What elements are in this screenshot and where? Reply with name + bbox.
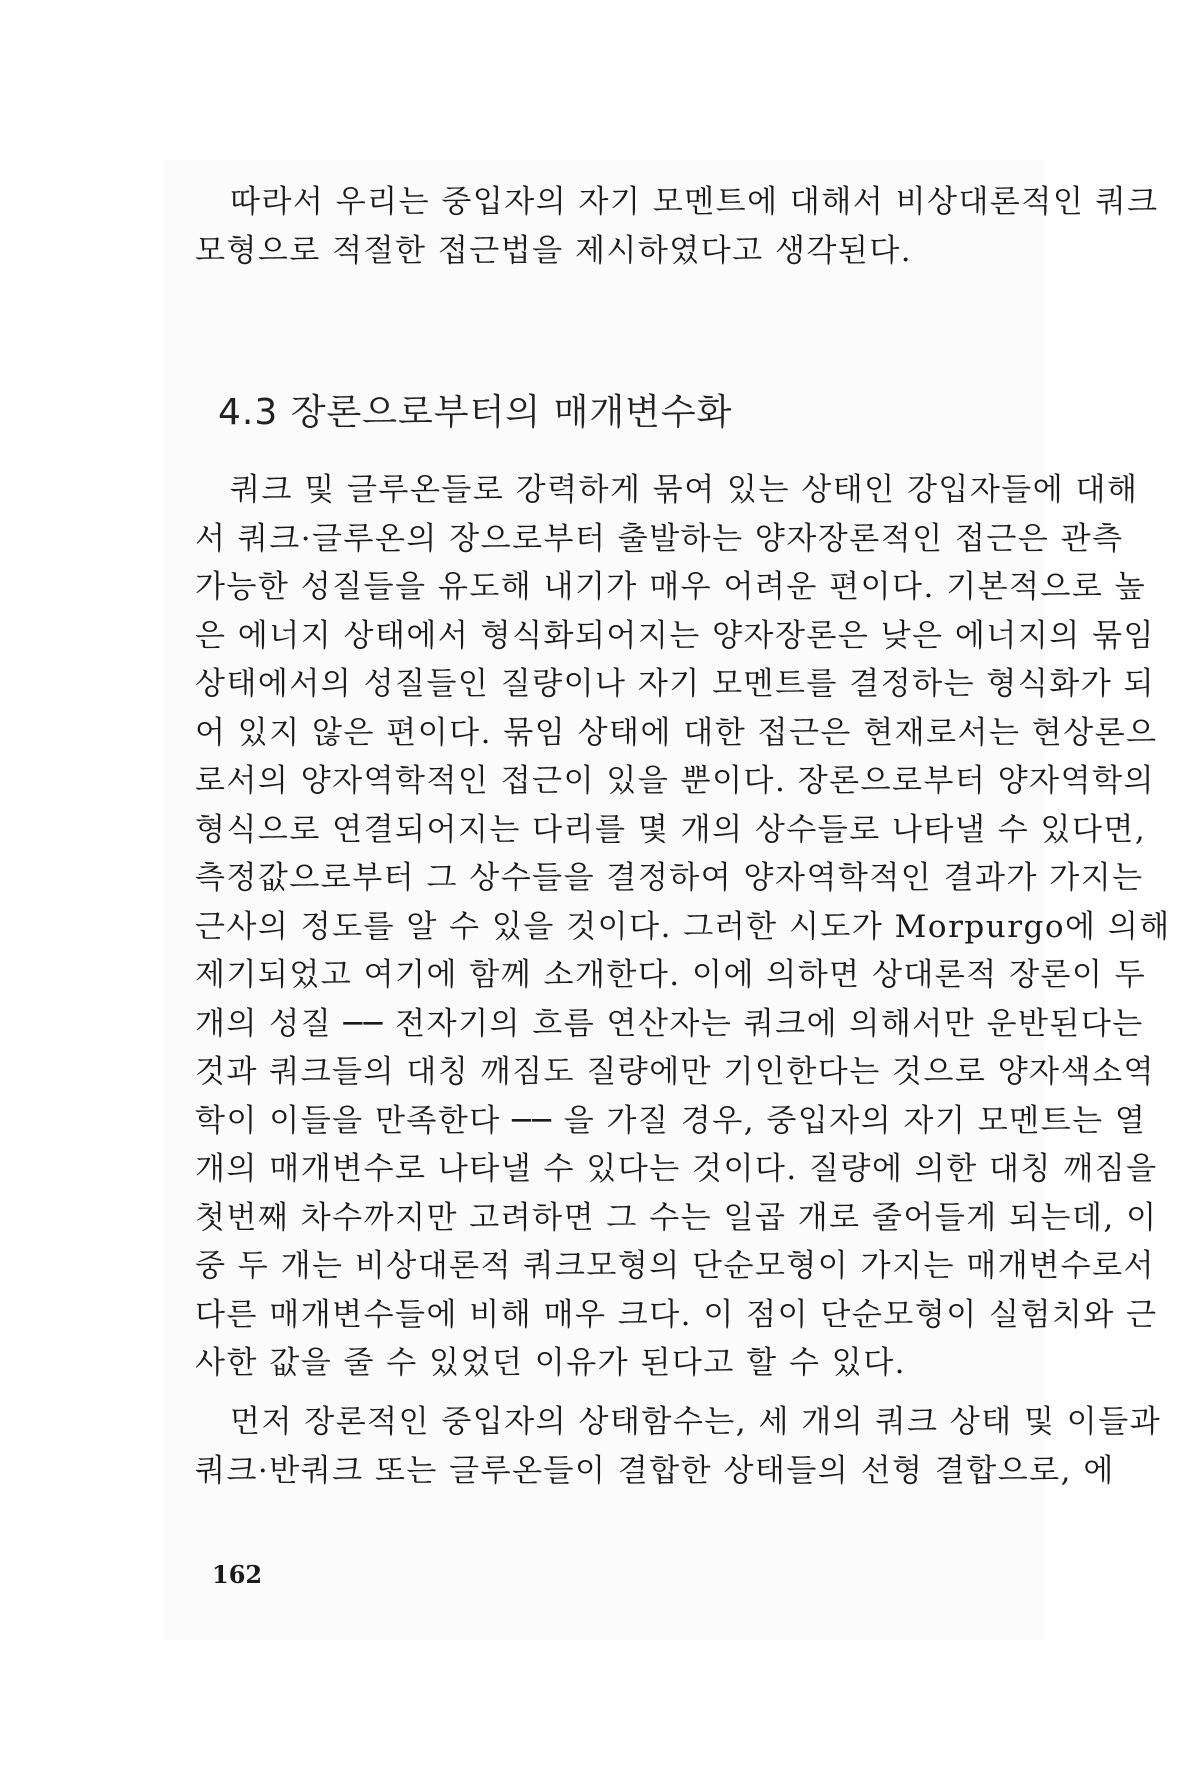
- text-line: 먼저 장론적인 중입자의 상태함수는, 세 개의 쿼크 상태 및 이들과: [230, 1404, 1162, 1440]
- text-line: 쿼크·반쿼크 또는 글루온들이 결합한 상태들의 선형 결합으로, 에: [195, 1452, 1115, 1489]
- intro-paragraph: [195, 178, 1159, 275]
- text-line: 중 두 개는 비상대론적 쿼크모형의 단순모형이 가지는 매개변수로서: [195, 1248, 1155, 1284]
- text-line: 모형으로 적절한 접근법을 제시하였다고 생각된다.: [195, 232, 913, 269]
- text-line: 첫번째 차수까지만 고려하면 그 수는 일곱 개로 줄어들게 되는데, 이: [195, 1199, 1158, 1236]
- text-line: 쿼크 및 글루온들로 강력하게 묶여 있는 상태인 강입자들에 대해: [230, 472, 1139, 508]
- page-number: 162: [212, 1560, 263, 1589]
- text-line: 제기되었고 여기에 함께 소개한다. 이에 의하면 상대론적 장론이 두: [195, 957, 1147, 993]
- text-line: 다른 매개변수들에 비해 매우 크다. 이 점이 단순모형이 실험치와 근: [195, 1296, 1158, 1333]
- text-line: 어 있지 않은 편이다. 묶임 상태에 대한 접근은 현재로서는 현상론으: [195, 714, 1158, 751]
- text-line: 서 쿼크·글루온의 장으로부터 출발하는 양자장론적인 접근은 관측: [195, 520, 1124, 557]
- text-line: 따라서 우리는 중입자의 자기 모멘트에 대해서 비상대론적인 쿼크: [230, 184, 1159, 220]
- text-line: 사한 값을 줄 수 있었던 이유가 된다고 할 수 있다.: [195, 1345, 907, 1381]
- text-line: 개의 성질 ── 전자기의 흐름 연산자는 쿼크에 의해서만 운반된다는: [195, 1005, 1144, 1042]
- text-line: 근사의 정도를 알 수 있을 것이다. 그러한 시도가 Morpurgo에 의해: [195, 908, 1171, 945]
- text-line: 은 에너지 상태에서 형식화되어지는 양자장론은 낮은 에너지의 묶임: [195, 617, 1155, 654]
- text-line: 로서의 양자역학적인 접근이 있을 뿐이다. 장론으로부터 양자역학의: [195, 763, 1155, 799]
- text-line: 형식으로 연결되어지는 다리를 몇 개의 상수들로 나타낼 수 있다면,: [195, 811, 1147, 848]
- text-line: 학이 이들을 만족한다 ── 을 가질 경우, 중입자의 자기 모멘트는 열: [195, 1102, 1147, 1139]
- text-line: 상태에서의 성질들인 질량이나 자기 모멘트를 결정하는 형식화가 되: [195, 666, 1155, 702]
- next-paragraph: [195, 1398, 1162, 1495]
- text-line: 가능한 성질들을 유도해 내기가 매우 어려운 편이다. 기본적으로 높: [195, 569, 1147, 605]
- text-line: 개의 매개변수로 나타낼 수 있다는 것이다. 질량에 의한 대칭 깨짐을: [195, 1151, 1158, 1187]
- section-heading: 4.3 장론으로부터의 매개변수화: [218, 392, 733, 433]
- body-paragraph: [195, 466, 1171, 1388]
- text-line: 것과 쿼크들의 대칭 깨짐도 질량에만 기인한다는 것으로 양자색소역: [195, 1054, 1155, 1090]
- text-line: 측정값으로부터 그 상수들을 결정하여 양자역학적인 결과가 가지는: [195, 860, 1144, 896]
